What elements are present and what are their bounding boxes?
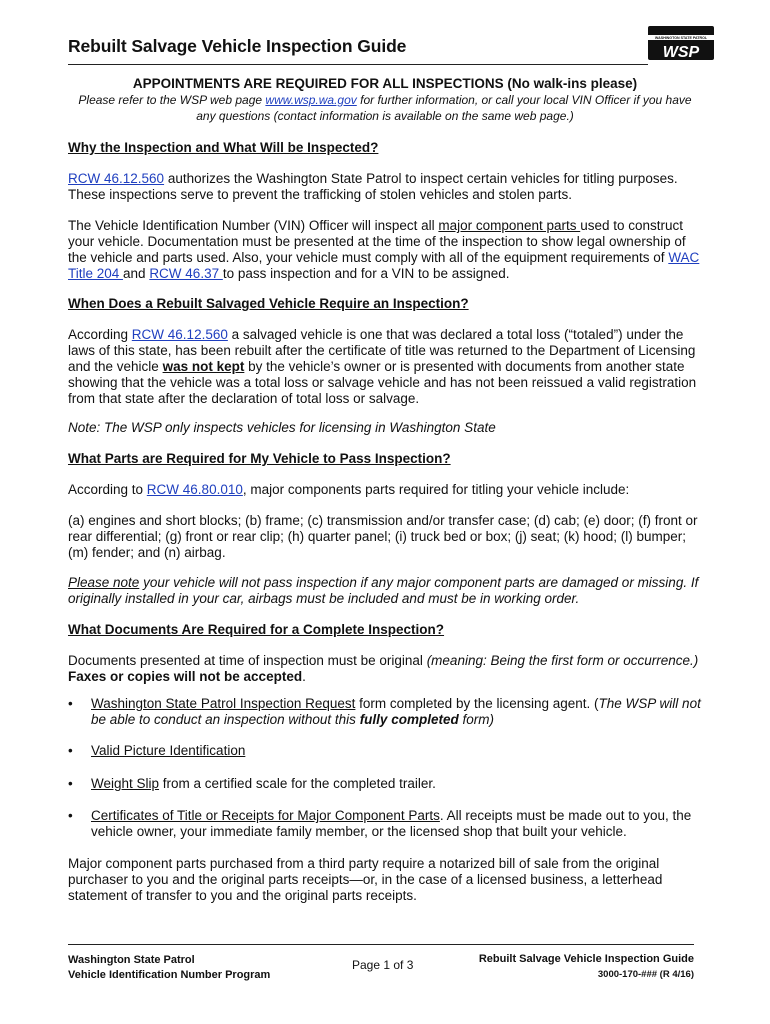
section-heading-why-inspection: Why the Inspection and What Will be Inspected? (68, 140, 379, 155)
appointments-notice: APPOINTMENTS ARE REQUIRED FOR ALL INSPECTIONS (No walk-ins please) (132, 76, 638, 91)
section-heading-parts-required: What Parts are Required for My Vehicle to Pass Inspection? (68, 451, 451, 466)
paragraph-parts-list: (a) engines and short blocks; (b) frame; (c) transmission and/or transfer case; (d) cab; (e) door; (f) front or rear differential; (g) front or rear clip; (h) quarter panel; (i) truck bed or box; (j) seat; (k) hood; (l) bumper; (m) fender; and (n) airbag. (68, 513, 698, 560)
note-washington-only: Note: The WSP only inspects vehicles for licensing in Washington State (68, 420, 496, 435)
wsp-logo-subtext: WASHINGTON STATE PATROL (654, 36, 708, 40)
wsp-logo-text: WSP (662, 44, 700, 61)
paragraph-salvage-definition: According RCW 46.12.560 a salvaged vehicle is one that was declared a total loss (“totaled”) under the laws of this state, has been rebuilt after the certificate of title was returned to the Department of Licensing and the vehicle was not kept by the vehicle’s owner or is presented with documents from another state showing that the vehicle was a total loss or salvage vehicle and has not been reissued a valid registration from that state after the declaration of total loss or salvage. (68, 327, 697, 406)
bullet-icon: • (68, 776, 73, 791)
footer-agency: Washington State Patrol Vehicle Identification Number Program (68, 954, 271, 981)
wsp-web-link[interactable]: www.wsp.wa.gov (265, 93, 357, 107)
section-heading-documents-required: What Documents Are Required for a Complete Inspection? (68, 622, 445, 637)
bullet-icon: • (68, 743, 73, 758)
rcw-46-12-560-link-2[interactable]: RCW 46.12.560 (131, 327, 228, 342)
footer-doc-title: Rebuilt Salvage Vehicle Inspection Guide (478, 953, 694, 965)
picture-id-item: Valid Picture Identification (91, 743, 246, 758)
inspection-request-form: Washington State Patrol Inspection Request (91, 696, 356, 711)
paragraph-third-party-parts: Major component parts purchased from a third party require a notarized bill of sale from the original purchaser to you and the original parts receipts—or, in the case of a licensed business, a letterhead statement of transfer to you and the original parts receipts. (68, 856, 663, 903)
title-divider (68, 64, 648, 65)
wac-title-204-link[interactable]: WAC Title 204 (68, 250, 700, 281)
wsp-logo (645, 22, 717, 64)
page-title: Rebuilt Salvage Vehicle Inspection Guide (68, 36, 407, 56)
refer-text: Please refer to the WSP web page www.wsp.wa.gov for further information, or call your local VIN Officer if you have any questions (contact information is available on the same web page.) (78, 93, 692, 123)
paragraph-rcw-authorization: RCW 46.12.560 authorizes the Washington State Patrol to inspect certain vehicles for titling purposes. These inspections serve to prevent the trafficking of stolen vehicles and stolen parts. (68, 171, 678, 202)
page-number: Page 1 of 3 (352, 958, 414, 972)
paragraph-vin-officer: The Vehicle Identification Number (VIN) Officer will inspect all major component parts used to construct your vehicle. Documentation must be presented at the time of the inspection to show legal ownership of the vehicle and parts used. Also, your vehicle must comply with all of the equipment requirements of WAC Title 204 and RCW 46.37 to pass inspection and for a VIN to be assigned. (68, 218, 700, 281)
weight-slip-item: Weight Slip (91, 776, 160, 791)
document-page: Rebuilt Salvage Vehicle Inspection Guide WASHINGTON STATE PATROL WSP APPOINTMENTS ARE REQUIRED FOR ALL INSPECTIONS (No walk-ins please) Please refer to the WSP web page www.wsp.wa.gov for further information, or call your local VIN Officer if you have any questions (contact information is available on the same web page.) Why the Inspection and What Will be Inspected? RCW 46.12.560 authorizes the Washington State Patrol to inspect certain vehicles for titling purposes. These inspections serve to prevent the trafficking of stolen vehicles and stolen parts. The Vehicle Identification Number (VIN) Officer will inspect all major component parts used to construct your vehicle. Documentation must be presented at the time of the inspection to show legal ownership of the vehicle and parts used. Also, your vehicle must comply with all of the equipment requirements of WAC Title 204 and RCW 46.37 to pass inspection and for a VIN to be assigned. When Does a Rebuilt Salvaged Vehicle Require an Inspection? According RCW 46.12.560 a salvaged vehicle is one that was declared a total loss (“totaled”) under the laws of this state, has been rebuilt after the certificate of title was returned to the Department of Licensing and the vehicle was not kept by the vehicle’s owner or is presented with documents from another state showing that the vehicle was a total loss or salvage vehicle and has not been reissued a valid registration from that state after the declaration of total loss or salvage. Note: The WSP only inspects vehicles for licensing in Washington State What Parts are Required for My Vehicle to Pass Inspection? According to RCW 46.80.010, major components parts required for titling your vehicle include: (a) engines and short blocks; (b) frame; (c) transmission and/or transfer case; (d) cab; (e) door; (f) front or rear differential; (g) front or rear clip; (h) quarter panel; (i) truck bed or box; (j) seat; (k) hood; (l) bumper; (m) fender; and (n) airbag. Please note your vehicle will not pass inspection if any major component parts are damaged or missing. If originally installed in your car, airbags must be included and must be in working order. What Documents Are Required for a Complete Inspection? Documents presented at time of inspection must be original (meaning: Being the first form or occurrence.) Faxes or copies will not be accepted. • Washington State Patrol Inspection Request form completed by the licensing agent. (The WSP will not be able to conduct an inspection without this fully completed form) • Valid Picture Identification • Weight Slip from a certified scale for the completed trailer. • Certificates of Title or Receipts for Major Component Parts. All receipts must be made out to you, the vehicle owner, your immediate family member, or the licensed shop that built your vehicle. Major component parts purchased from a third party require a notarized bill of sale from the original purchaser to you and the original parts receipts—or, in the case of a licensed business, a letterhead statement of transfer to you and the original parts receipts. Washington State Patrol Vehicle Identification Number Program Page 1 of 3 Rebuilt Salvage Vehicle Inspection Guide 3000-170-### (R 4/16) (0, 0, 770, 1024)
paragraph-originals-required: Documents presented at time of inspection must be original (meaning: Being the first form or occurrence.) Faxes or copies will not be accepted. (68, 653, 699, 684)
bullet-icon: • (68, 808, 73, 823)
footer-form-code: 3000-170-### (R 4/16) (597, 969, 694, 980)
rcw-46-80-010-link[interactable]: RCW 46.80.010 (146, 482, 243, 497)
rcw-46-37-link[interactable]: RCW 46.37 (149, 266, 223, 281)
footer-divider (68, 944, 694, 945)
paragraph-major-components: According to RCW 46.80.010, major components parts required for titling your vehicle include: (68, 482, 630, 497)
certificates-item: Certificates of Title or Receipts for Major Component Parts (91, 808, 440, 823)
rcw-46-12-560-link[interactable]: RCW 46.12.560 (68, 171, 165, 186)
paragraph-please-note: Please note your vehicle will not pass inspection if any major component parts are damaged or missing. If originally installed in your car, airbags must be included and must be in working order. (68, 575, 699, 606)
bullet-icon: • (68, 696, 73, 711)
section-heading-when-inspection: When Does a Rebuilt Salvaged Vehicle Require an Inspection? (68, 296, 469, 311)
